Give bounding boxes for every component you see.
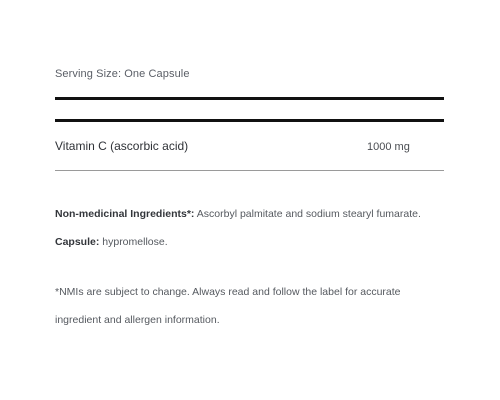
- capsule-value: hypromellose.: [99, 236, 168, 248]
- ingredient-name: Vitamin C (ascorbic acid): [55, 139, 189, 153]
- non-medicinal-value: Ascorbyl palmitate and sodium stearyl fumarate.: [194, 208, 421, 220]
- serving-size: Serving Size: One Capsule: [55, 68, 190, 80]
- nmi-note-line-2: ingredient and allergen information.: [55, 314, 220, 326]
- divider-thick-top: [55, 97, 444, 100]
- capsule-ingredients: [55, 236, 168, 248]
- capsule-label: Capsule:: [55, 236, 100, 248]
- divider-thick-bottom: [55, 119, 444, 122]
- nmi-note-line-1: *NMIs are subject to change. Always read and follow the label for accurate: [55, 286, 401, 298]
- divider-thin: [55, 170, 444, 171]
- non-medicinal-ingredients: [55, 208, 421, 220]
- non-medicinal-label: Non-medicinal Ingredients*:: [55, 208, 195, 220]
- ingredient-amount: 1000 mg: [367, 141, 410, 153]
